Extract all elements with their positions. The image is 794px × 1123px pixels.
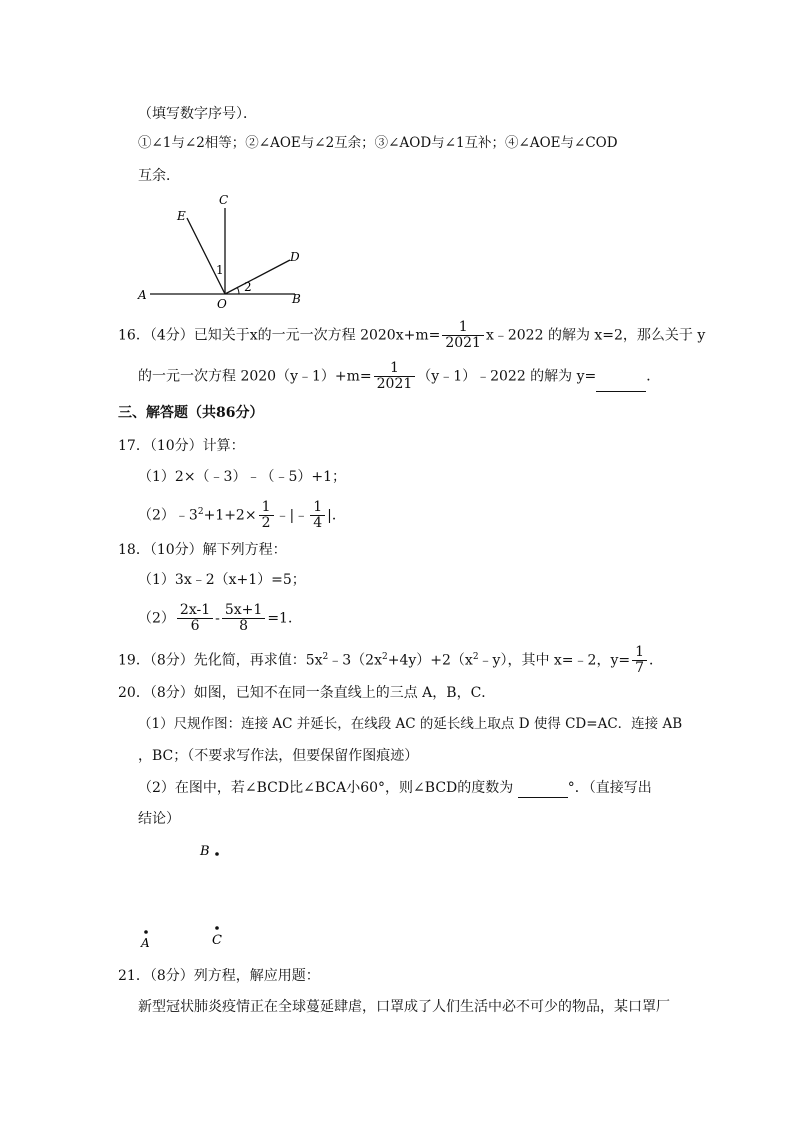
q15-hint: （填写数字序号）． [138,106,257,122]
points-figure [130,835,250,955]
label-b: B [292,292,301,306]
q17-part2: $(2)﹣3^2+1+2\times$ $\frac{1}{2}$ ﹣|﹣ $\frac{1}{4}$ |． [138,499,346,531]
ray-oe [187,218,225,294]
q18-part1: （1）3x﹣2（x+1）=5； [138,572,306,588]
q20-part2-line1: （2）在图中，若∠BCD比∠BCA小60°，则∠BCD的度数为 °．（直接写出 [138,780,652,796]
q17-part1: （1）2×（﹣3）﹣（﹣5）+1； [138,469,346,485]
label-e: E [177,209,186,223]
q20-answer-blank[interactable] [518,783,568,798]
point-b-label: B [200,844,210,859]
point-a [144,930,148,934]
q15-options-line2: 互余． [138,168,180,184]
q18-part2: （2） $\frac{2x-1}{6}$ - $\frac{5x+1}{8}$ =1． [138,602,302,634]
q16-line1: 16．（4分）已知关于x的一元一次方程 2020x+m= $\frac{1}{2021}$ x﹣2022 的解为 x=2，那么关于 y [118,319,706,351]
q20-part1-line1: （1）尺规作图：连接 AC 并延长，在线段 AC 的延长线上取点 D 使得 CD=AC．连接 AB [138,716,683,732]
q18-head: 18．（10分）解下列方程： [118,542,287,558]
q15-options-line1: ①∠1与∠2相等；②∠AOE与∠2互余；③∠AOD与∠1互补；④∠AOE与∠COD [138,135,618,151]
section3-title: 三、解答题（共86分） [118,405,264,421]
q16-fraction: $\frac{1}{2021}$ [442,320,484,351]
point-b [215,852,219,856]
angle-arc-2 [237,287,239,294]
q17-head: 17．（10分）计算： [118,438,245,454]
point-c-label: C [212,933,222,948]
ray-od [225,260,290,294]
q16-answer-blank[interactable] [596,377,646,392]
q20-head: 20．（8分）如图，已知不在同一条直线上的三点 A，B，C． [118,685,496,701]
label-1: 1 [216,263,224,277]
angle-figure [130,188,320,313]
q16-line2: 的一元一次方程 2020（y﹣1）+m= $\frac{1}{2021}$ （y﹣1）﹣2022 的解为 y= ． [138,360,661,392]
q16-fraction-2: $\frac{1}{2021}$ [374,361,416,392]
label-a: A [138,288,147,302]
label-o: O [217,297,227,311]
q20-part1-line2: ，BC；（不要求写作法，但要保留作图痕迹） [138,748,419,764]
q19-line: 19．（8分）先化简，再求值：$5x^2﹣3(2x^2+4y)+2(x^2﹣y)$，其中 x=﹣2，y= $\frac{1}{7}$ ． [118,644,664,676]
q20-part2-line2: 结论） [138,811,180,827]
label-c: C [219,193,229,207]
label-d: D [290,250,300,264]
label-2: 2 [244,280,252,294]
point-c [215,926,219,930]
q21-head: 21．（8分）列方程，解应用题： [118,968,320,984]
q21-body: 新型冠状肺炎疫情正在全球蔓延肆虐，口罩成了人们生活中必不可少的物品，某口罩厂 [138,999,670,1015]
point-a-label: A [141,936,150,950]
